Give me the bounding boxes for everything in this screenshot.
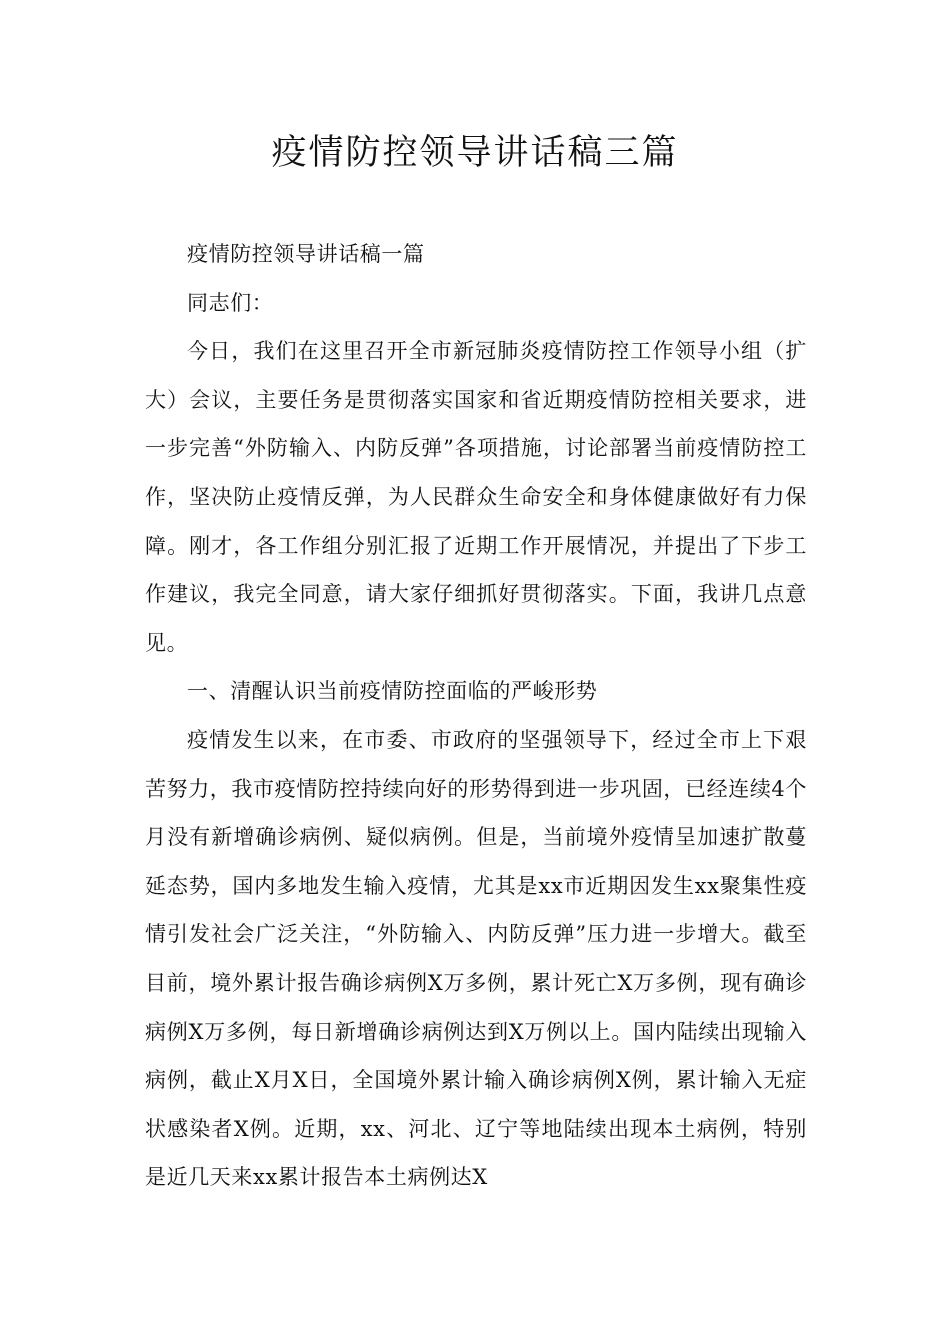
salutation: 同志们： [187,290,274,315]
section-heading: 疫情防控领导讲话稿一篇 [187,242,425,266]
document-title: 疫情防控领导讲话稿三篇 [271,133,679,173]
section-heading: 一、清醒认识当前疫情防控面临的严峻形势 [187,679,598,704]
document-body [145,230,807,1202]
body-paragraph: 今日，我们在这里召开全市新冠肺炎疫情防控工作领导小组（扩大）会议，主要任务是贯彻落实国家和省近期疫情防控相关要求，进一步完善“外防输入、内防反弹”各项措施，讨论部署当前疫情防控工作，坚决防止疫情反弹，为人民群众生命安全和身体健康做好有力保障。刚才，各工作组分别汇报了近期工作开展情况，并提出了下步工作建议，我完全同意，请大家仔细抓好贯彻落实。下面，我讲几点意见。 [145,339,807,655]
body-paragraph: 疫情发生以来，在市委、市政府的坚强领导下，经过全市上下艰苦努力，我市疫情防控持续向好的形势得到进一步巩固，已经连续4个月没有新增确诊病例、疑似病例。但是，当前境外疫情呈加速扩散蔓延态势，国内多地发生输入疫情，尤其是xx市近期因发生xx聚集性疫情引发社会广泛关注，“外防输入、内防反弹”压力进一步增大。截至目前，境外累计报告确诊病例X万多例，累计死亡X万多例，现有确诊病例X万多例，每日新增确诊病例达到X万例以上。国内陆续出现输入病例，截止X月X日，全国境外累计输入确诊病例X例，累计输入无症状感染者X例。近期，xx、河北、辽宁等地陆续出现本土病例，特别是近几天来xx累计报告本土病例达X [145,727,807,1190]
